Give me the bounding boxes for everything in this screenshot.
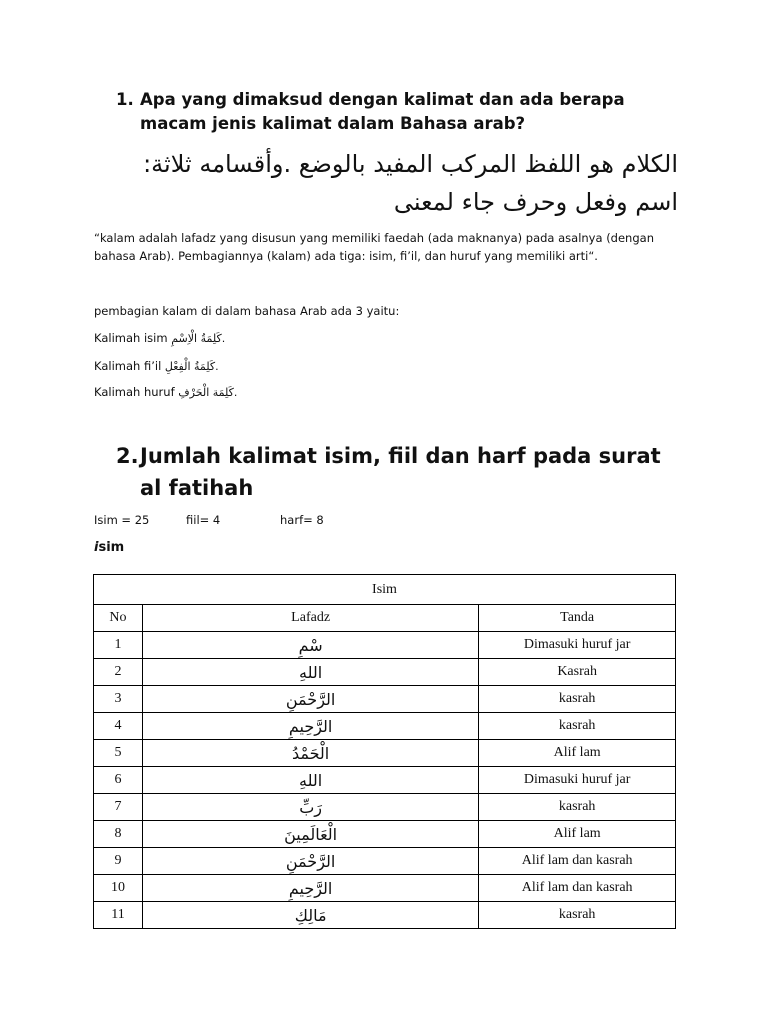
cell-lafadz: اللهِ (142, 767, 478, 794)
cell-tanda: kasrah (479, 713, 676, 740)
cell-tanda: Dimasuki huruf jar (479, 632, 676, 659)
division-item-arabic: كَلِمَةُ الْفِعْلِ. (164, 360, 219, 373)
count-harf: harf= 8 (280, 513, 324, 527)
division-item-label: Kalimah isim (94, 331, 168, 345)
cell-lafadz: الرَّحْمَنِ (142, 848, 478, 875)
cell-no: 4 (94, 713, 143, 740)
table-row (94, 713, 676, 740)
division-item-isim (94, 330, 225, 347)
division-item-label: Kalimah fi’il (94, 359, 162, 373)
cell-tanda: kasrah (479, 686, 676, 713)
table-row (94, 686, 676, 713)
cell-no: 8 (94, 821, 143, 848)
table-row (94, 740, 676, 767)
division-item-arabic: كَلِمَة الْحَرْفِ. (178, 386, 238, 399)
question-1 (116, 88, 676, 136)
table-row (94, 821, 676, 848)
cell-no: 3 (94, 686, 143, 713)
arabic-definition: الكلام هو اللفظ المركب المفيد بالوضع .وأقسامه ثلاثة: اسم وفعل وحرف جاء لمعنى (143, 150, 678, 216)
isim-heading (94, 540, 124, 555)
question-1-number: 1. (116, 90, 134, 109)
cell-tanda: kasrah (479, 902, 676, 929)
header-lafadz: Lafadz (142, 605, 478, 632)
cell-no: 1 (94, 632, 143, 659)
division-item-huruf (94, 384, 237, 401)
cell-lafadz: الرَّحْمَنِ (142, 686, 478, 713)
cell-tanda: kasrah (479, 794, 676, 821)
isim-heading-first: i (94, 540, 99, 555)
cell-lafadz: اللهِ (142, 659, 478, 686)
cell-no: 5 (94, 740, 143, 767)
question-2-text: Jumlah kalimat isim, fiil dan harf pada surat al fatihah (140, 444, 661, 500)
cell-no: 9 (94, 848, 143, 875)
cell-tanda: Kasrah (479, 659, 676, 686)
cell-no: 11 (94, 902, 143, 929)
count-isim: Isim = 25 (94, 513, 150, 527)
cell-lafadz: رَبِّ (142, 794, 478, 821)
table-row (94, 875, 676, 902)
division-intro: pembagian kalam di dalam bahasa Arab ada 3 yaitu: (94, 304, 400, 318)
table-caption: Isim (94, 575, 676, 605)
table-row (94, 767, 676, 794)
cell-tanda: Alif lam (479, 821, 676, 848)
word-counts (94, 513, 324, 527)
cell-no: 6 (94, 767, 143, 794)
cell-lafadz: الْحَمْدُ (142, 740, 478, 767)
cell-lafadz: سْمِ (142, 632, 478, 659)
cell-lafadz: الرَّحِيمِ (142, 875, 478, 902)
table-row (94, 659, 676, 686)
cell-lafadz: مَالِكِ (142, 902, 478, 929)
cell-tanda: Alif lam dan kasrah (479, 848, 676, 875)
isim-heading-rest: sim (98, 540, 125, 555)
cell-no: 2 (94, 659, 143, 686)
cell-no: 7 (94, 794, 143, 821)
definition-translation: “kalam adalah lafadz yang disusun yang memiliki faedah (ada maknanya) pada asalnya (dengan bahasa Arab). Pembagiannya (kalam) ada tiga: isim, fi’il, dan huruf yang memiliki arti“. (94, 231, 654, 263)
cell-tanda: Alif lam dan kasrah (479, 875, 676, 902)
table-row (94, 848, 676, 875)
question-2-number: 2. (116, 444, 139, 468)
table-row (94, 902, 676, 929)
cell-tanda: Alif lam (479, 740, 676, 767)
cell-lafadz: الرَّحِيمِ (142, 713, 478, 740)
question-2 (116, 440, 676, 504)
count-fiil: fiil= 4 (186, 513, 221, 527)
header-no: No (94, 605, 143, 632)
division-item-arabic: كَلِمَةُ الْاِسْمِ. (171, 332, 226, 345)
question-1-text: Apa yang dimaksud dengan kalimat dan ada berapa macam jenis kalimat dalam Bahasa arab? (140, 90, 625, 133)
cell-lafadz: الْعَالَمِينَ (142, 821, 478, 848)
division-item-label: Kalimah huruf (94, 385, 175, 399)
table-row (94, 632, 676, 659)
table-row (94, 794, 676, 821)
header-tanda: Tanda (479, 605, 676, 632)
cell-no: 10 (94, 875, 143, 902)
division-item-fiil (94, 358, 219, 375)
isim-table (93, 574, 676, 929)
cell-tanda: Dimasuki huruf jar (479, 767, 676, 794)
